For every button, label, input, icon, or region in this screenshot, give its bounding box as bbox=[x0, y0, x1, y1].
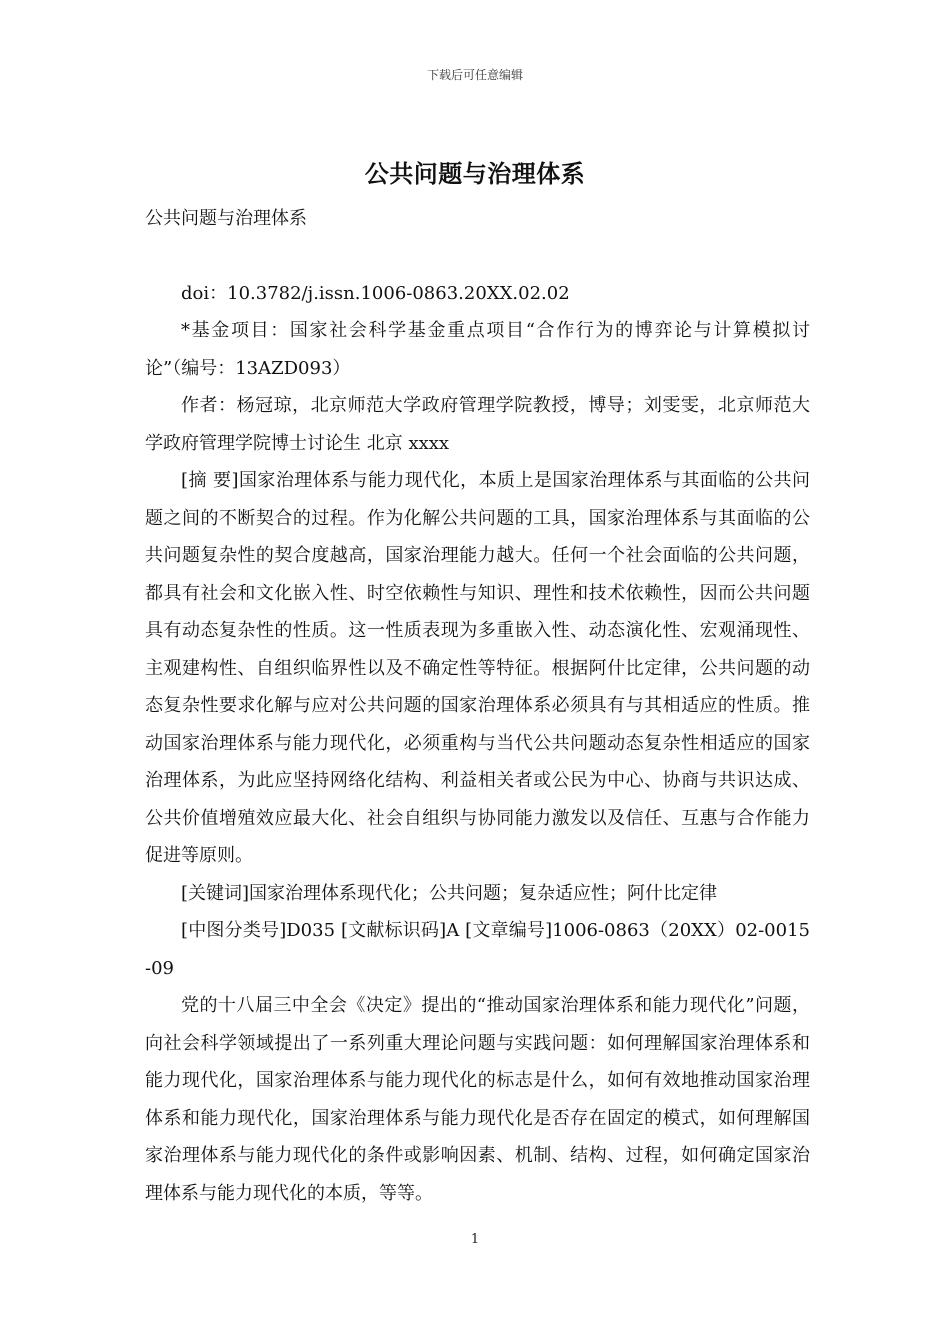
page-number: 1 bbox=[470, 1232, 480, 1247]
author-info: 作者：杨冠琼，北京师范大学政府管理学院教授，博导；刘雯雯，北京师范大学政府管理学院博士讨论生 北京 xxxx bbox=[145, 395, 810, 454]
document-subtitle: 公共问题与治理体系 bbox=[145, 208, 307, 229]
keywords-line: [关键词]国家治理体系现代化；公共问题；复杂适应性；阿什比定律 bbox=[181, 882, 718, 904]
doi-line: doi：10.3782/j.issn.1006-0863.20XX.02.02 bbox=[181, 282, 570, 304]
document-title: 公共问题与治理体系 bbox=[364, 160, 586, 188]
fund-note: *基金项目：国家社会科学基金重点项目“合作行为的博弈论与计算模拟讨论”（编号：13AZD093） bbox=[145, 320, 810, 379]
header-note: 下载后可任意编辑 bbox=[426, 68, 523, 82]
document-body bbox=[145, 200, 810, 1212]
classification-line: [中图分类号]D035 [文献标识码]A [文章编号]1006-0863（20XX）02-0015-09 bbox=[145, 920, 810, 979]
abstract-paragraph: [摘 要]国家治理体系与能力现代化，本质上是国家治理体系与其面临的公共问题之间的不断契合的过程。作为化解公共问题的工具，国家治理体系与其面临的公共问题复杂性的契合度越高，国家治理能力越大。任何一个社会面临的公共问题，都具有社会和文化嵌入性、时空依赖性与知识、理性和技术依赖性，因而公共问题具有动态复杂性的性质。这一性质表现为多重嵌入性、动态演化性、宏观涌现性、主观建构性、自组织临界性以及不确定性等特征。根据阿什比定律，公共问题的动态复杂性要求化解与应对公共问题的国家治理体系必须具有与其相适应的性质。推动国家治理体系与能力现代化，必须重构与当代公共问题动态复杂性相适应的国家治理体系，为此应坚持网络化结构、利益相关者或公民为中心、协商与共识达成、公共价值增殖效应最大化、社会自组织与协同能力激发以及信任、互惠与合作能力促进等原则。 bbox=[145, 470, 810, 866]
body-paragraph: 党的十八届三中全会《决定》提出的“推动国家治理体系和能力现代化”问题，向社会科学领域提出了一系列重大理论问题与实践问题：如何理解国家治理体系和能力现代化，国家治理体系与能力现代化的标志是什么，如何有效地推动国家治理体系和能力现代化，国家治理体系与能力现代化是否存在固定的模式，如何理解国家治理体系与能力现代化的条件或影响因素、机制、结构、过程，如何确定国家治理体系与能力现代化的本质，等等。 bbox=[145, 995, 810, 1204]
